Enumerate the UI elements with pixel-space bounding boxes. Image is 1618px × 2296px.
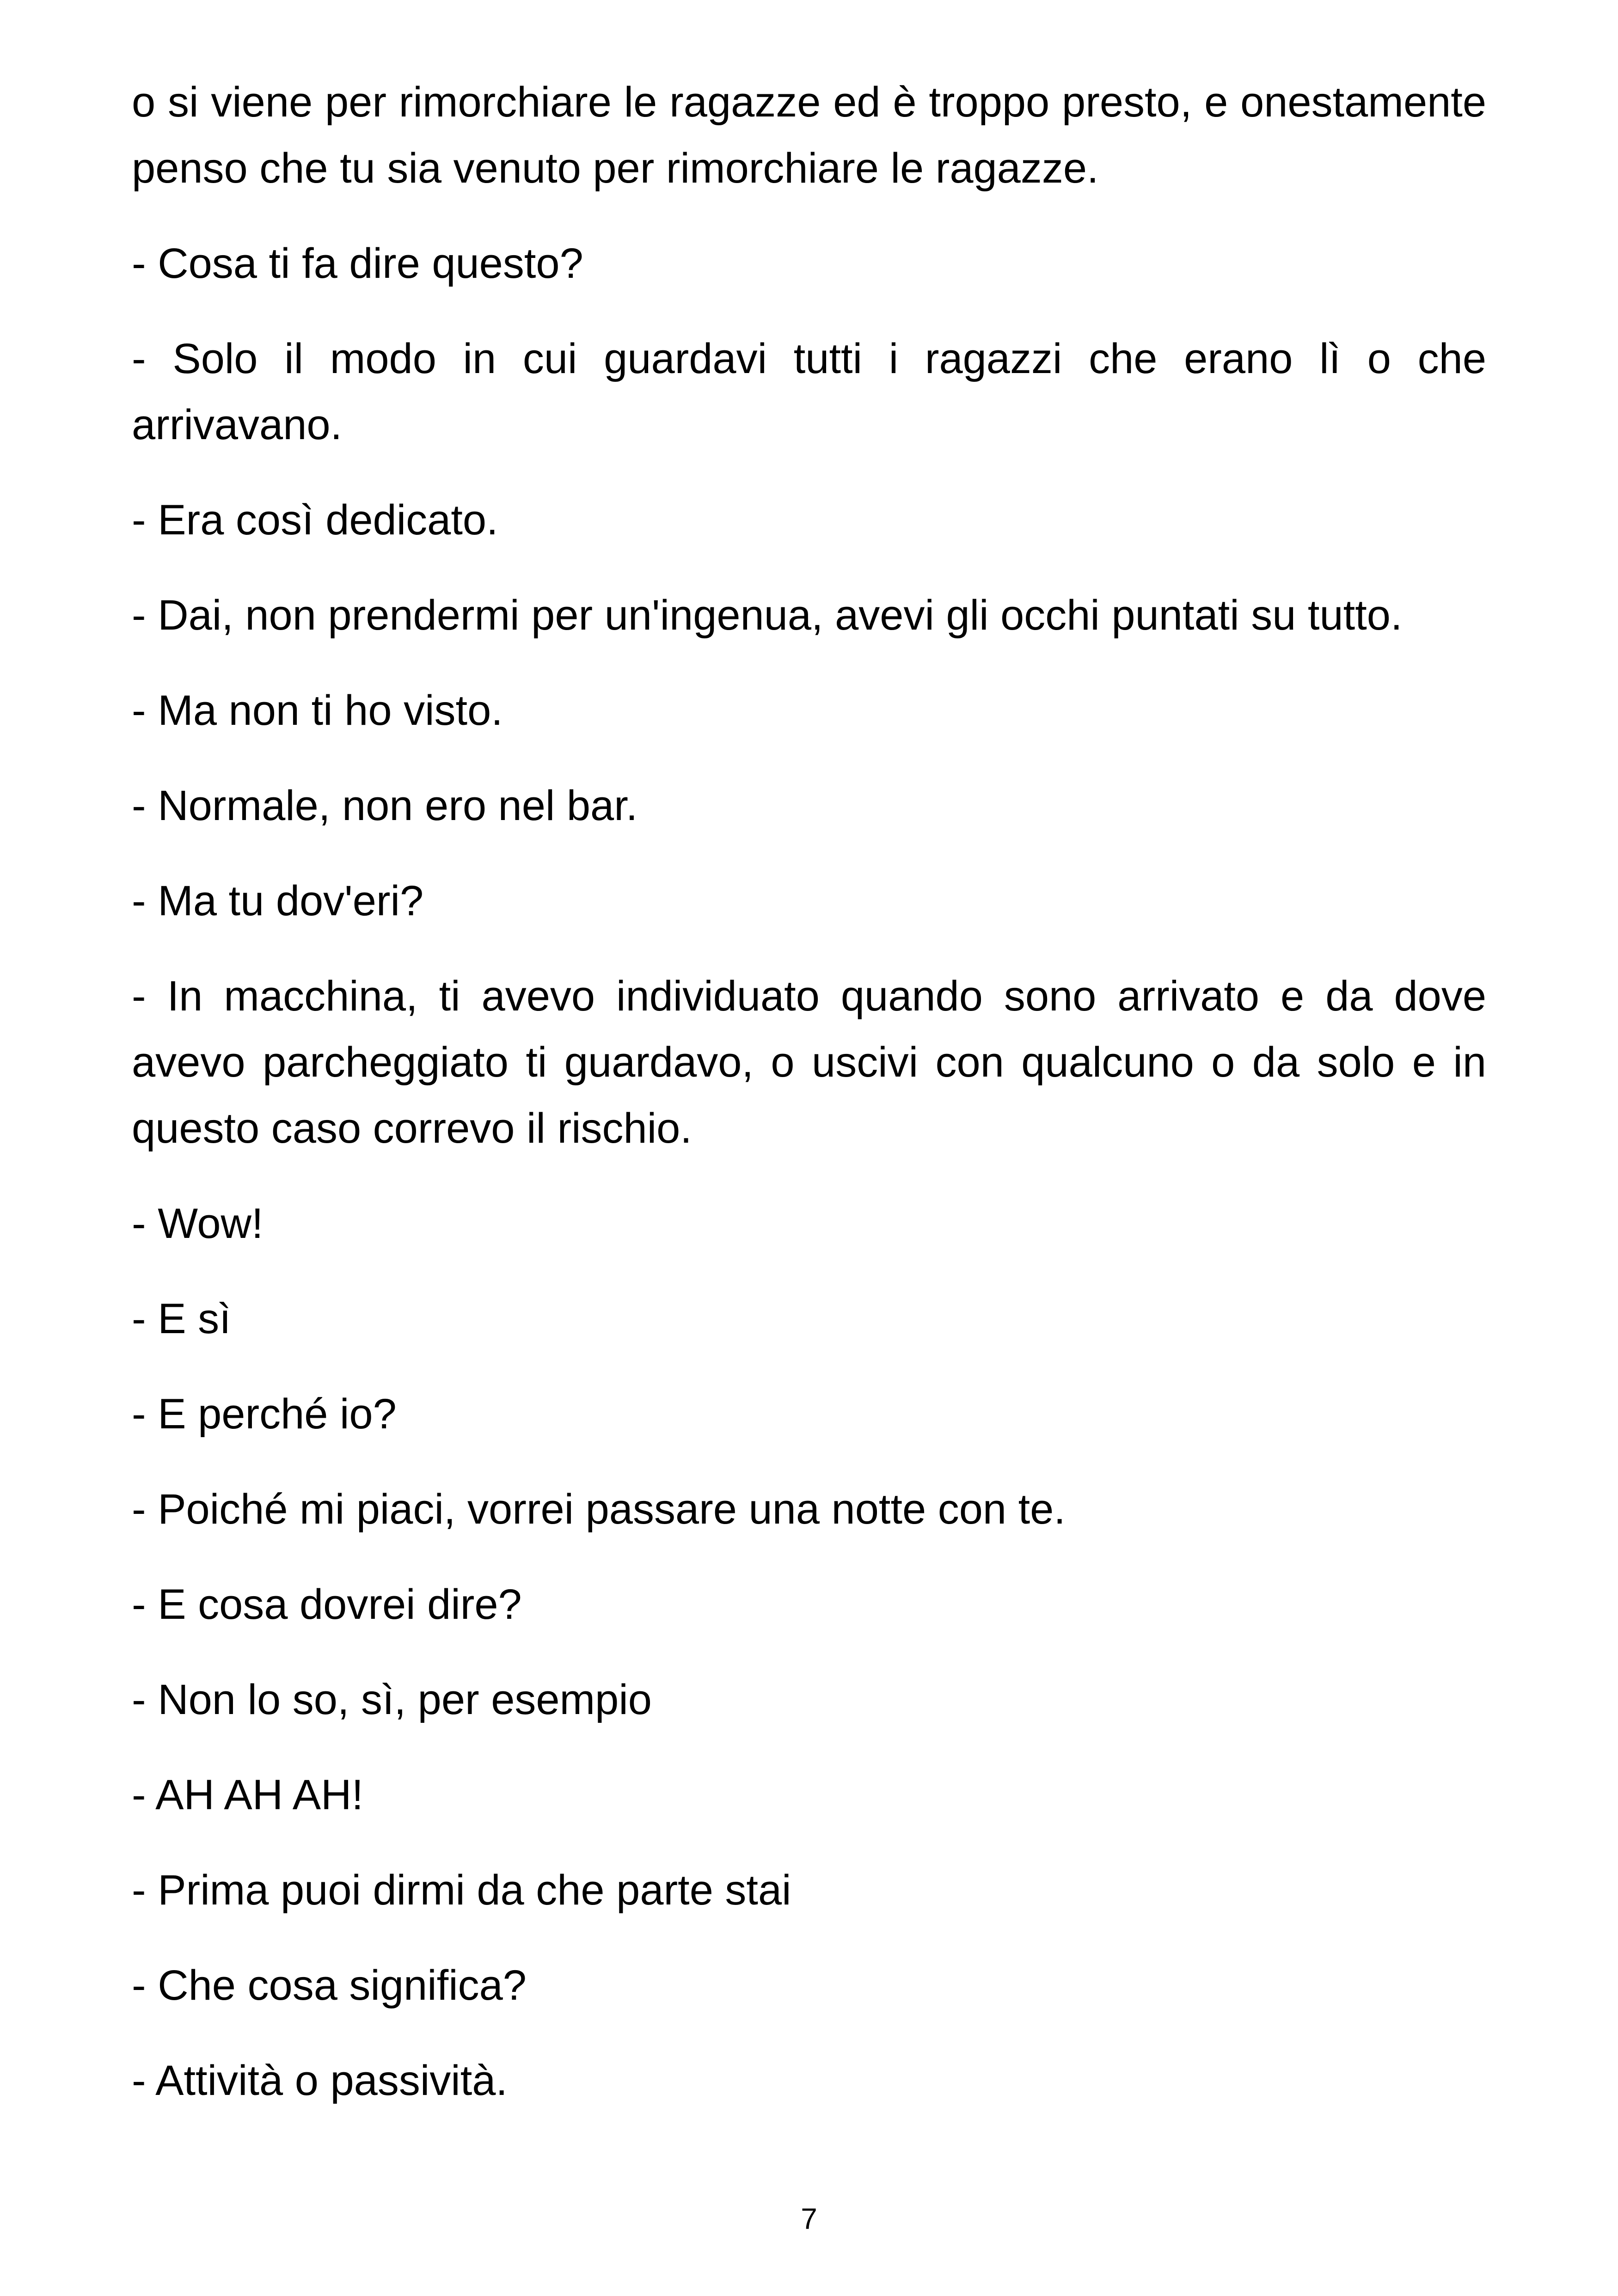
paragraph: o si viene per rimorchiare le ragazze ed è troppo presto, e onestamente penso che tu sia venuto per rimorchiare le ragazze.: [132, 79, 1486, 192]
paragraph: - Ma tu dov'eri?: [132, 877, 424, 925]
paragraph: - Che cosa significa?: [132, 1962, 527, 2009]
paragraph: - Ma non ti ho visto.: [132, 687, 503, 734]
paragraph: - Solo il modo in cui guardavi tutti i ragazzi che erano lì o che arrivavano.: [132, 335, 1486, 448]
paragraph: - In macchina, ti avevo individuato quando sono arrivato e da dove avevo parcheggiato ti guardavo, o uscivi con qualcuno o da solo e in questo caso correvo il rischio.: [132, 973, 1486, 1152]
paragraph: - AH AH AH!: [132, 1771, 364, 1818]
paragraph: - Non lo so, sì, per esempio: [132, 1676, 652, 1723]
paragraph: - E cosa dovrei dire?: [132, 1581, 522, 1628]
page-number: 7: [801, 2202, 817, 2235]
paragraph: - Normale, non ero nel bar.: [132, 782, 638, 829]
paragraph: - Era così dedicato.: [132, 496, 498, 544]
paragraph: - Cosa ti fa dire questo?: [132, 240, 583, 287]
paragraph: - E sì: [132, 1295, 231, 1342]
page-body: [132, 69, 1486, 2143]
paragraph: - Wow!: [132, 1200, 264, 1247]
paragraph: - E perché io?: [132, 1390, 397, 1438]
paragraph: - Dai, non prendermi per un'ingenua, avevi gli occhi puntati su tutto.: [132, 592, 1403, 639]
paragraph: - Prima puoi dirmi da che parte stai: [132, 1867, 791, 1914]
paragraph: - Attività o passività.: [132, 2057, 508, 2104]
paragraph: - Poiché mi piaci, vorrei passare una notte con te.: [132, 1486, 1066, 1533]
